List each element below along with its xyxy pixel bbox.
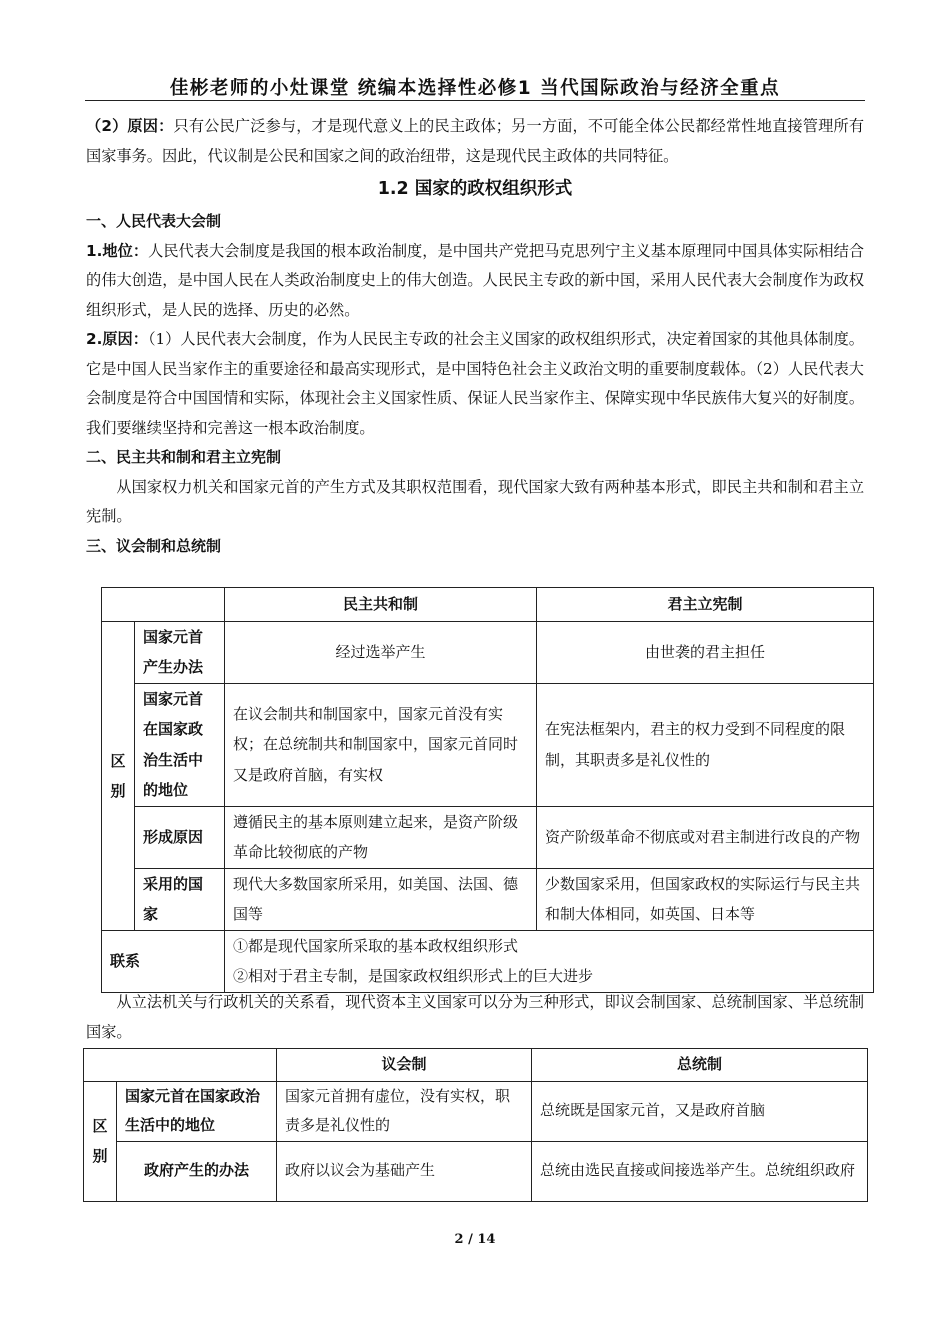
page-header: 佳彬老师的小灶课堂 统编本选择性必修1 当代国际政治与经济全重点 [169, 78, 781, 99]
table-cell: 总统由选民直接或间接选举产生。总统组织政府 [532, 1141, 868, 1201]
table-cell: 国家元首拥有虚位，没有实权，职责多是礼仪性的 [277, 1081, 532, 1141]
heading-npc: 一、人民代表大会制 [86, 212, 222, 230]
heading-parliament-president: 三、议会制和总统制 [86, 536, 222, 555]
relation-cell [225, 930, 874, 992]
table-row [102, 588, 874, 622]
difference-label: 区别 [102, 621, 135, 930]
npc-reason-text: （1）人民代表大会制度，作为人民民主专政的社会主义国家的政权组织形式，决定着国家的其他具体制度。它是中国人民当家作主的重要途径和最高实现形式，是中国特色社会主义政治文明的重要制度载体。（2）人民代表大会制度是符合中国国情和实际，体现社会主义国家性质、保证人民当家作主、保障实现中华民族伟大复兴的好制度。我们要继续坚持和完善这一根本政治制度。 [86, 330, 864, 437]
table-row [102, 621, 874, 683]
relation-point-2: ②相对于君主专制，是国家政权组织形式上的巨大进步 [233, 967, 594, 985]
table-corner-cell [102, 588, 225, 622]
npc-reason-paragraph [86, 325, 864, 443]
table-row [102, 683, 874, 806]
page-number: 2 / 14 [454, 1232, 496, 1247]
column-header: 民主共和制 [225, 588, 537, 622]
row-label: 采用的国家 [135, 868, 225, 930]
difference-label: 区别 [84, 1081, 117, 1201]
comparison-table-parliament-president [83, 1048, 868, 1202]
comparison-table-republic-monarchy [101, 587, 874, 993]
heading-republic-monarchy: 二、民主共和制和君主立宪制 [86, 448, 282, 466]
relation-point-1: ①都是现代国家所采取的基本政权组织形式 [233, 936, 519, 955]
table-corner-cell [84, 1049, 277, 1082]
table-row [84, 1141, 868, 1201]
row-label: 国家元首在国家政治生活中的地位 [117, 1081, 277, 1141]
table-row [102, 930, 874, 992]
table-cell: 少数国家采用，但国家政权的实际运行与民主共和制大体相同，如英国、日本等 [537, 868, 874, 930]
row-label: 国家元首产生办法 [135, 621, 225, 683]
republic-monarchy-paragraph: 从国家权力机关和国家元首的产生方式及其职权范围看，现代国家大致有两种基本形式，即民主共和制和君主立宪制。 [86, 477, 864, 525]
relation-label: 联系 [102, 930, 225, 992]
npc-reason-lead: 2.原因： [86, 330, 148, 348]
row-label: 形成原因 [135, 806, 225, 868]
table-cell: 在宪法框架内，君主的权力受到不同程度的限制，其职责多是礼仪性的 [537, 683, 874, 806]
column-header: 总统制 [532, 1049, 868, 1082]
three-forms-paragraph: 从立法机关与行政机关的关系看，现代资本主义国家可以分为三种形式，即议会制国家、总统制国家、半总统制国家。 [86, 993, 864, 1041]
table-row [102, 868, 874, 930]
table-cell: 遵循民主的基本原则建立起来，是资产阶级革命比较彻底的产物 [225, 806, 537, 868]
table-cell: 政府以议会为基础产生 [277, 1141, 532, 1201]
row-label: 政府产生的办法 [117, 1141, 277, 1201]
intro-text: 只有公民广泛参与，才是现代意义上的民主政体；另一方面，不可能全体公民都经常性地直接管理所有国家事务。因此，代议制是公民和国家之间的政治纽带，这是现代民主政体的共同特征。 [86, 117, 865, 165]
table-cell: 资产阶级革命不彻底或对君主制进行改良的产物 [537, 806, 874, 868]
table-cell: 由世袭的君主担任 [537, 621, 874, 683]
column-header: 君主立宪制 [537, 588, 874, 622]
npc-status-text: 人民代表大会制度是我国的根本政治制度，是中国共产党把马克思列宁主义基本原理同中国具体实际相结合的伟大创造，是中国人民在人类政治制度史上的伟大创造。人民民主专政的新中国，采用人民代表大会制度作为政权组织形式，是人民的选择、历史的必然。 [86, 241, 865, 319]
table-cell: 经过选举产生 [225, 621, 537, 683]
header-rule [85, 100, 865, 101]
table-row [102, 806, 874, 868]
row-label: 国家元首在国家政治生活中的地位 [135, 683, 225, 806]
table-cell: 在议会制共和制国家中，国家元首没有实权；在总统制共和制国家中，国家元首同时又是政府首脑，有实权 [225, 683, 537, 806]
npc-status-lead: 1.地位： [86, 241, 149, 260]
column-header: 议会制 [277, 1049, 532, 1082]
table-cell: 现代大多数国家所采用，如美国、法国、德国等 [225, 868, 537, 930]
intro-paragraph [86, 112, 864, 171]
intro-lead: （2）原因： [86, 117, 174, 135]
table-cell: 总统既是国家元首，又是政府首脑 [532, 1081, 868, 1141]
table-row [84, 1049, 868, 1082]
section-title: 1.2 国家的政权组织形式 [377, 179, 573, 199]
npc-status-paragraph [86, 237, 864, 326]
table-row [84, 1081, 868, 1141]
main-content [86, 112, 864, 561]
